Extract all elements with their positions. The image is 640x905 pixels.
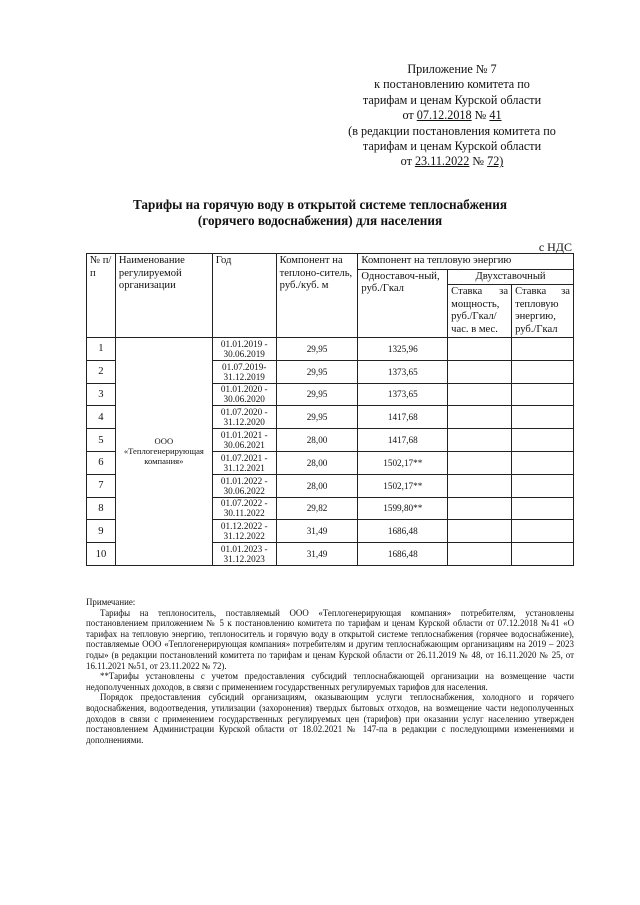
col-header-organization: Наименование регулируемой организации [115,254,212,338]
row-number: 6 [87,451,116,474]
period-start: 01.01.2021 - [220,430,268,441]
row-number: 1 [87,338,116,361]
notes-section [86,597,574,745]
header-line-3: тарифам и ценам Курской области [362,92,542,107]
period-cell [212,451,276,474]
single-rate-value: 1373,65 [358,360,448,383]
carrier-value: 28,00 [276,451,358,474]
single-rate-value: 1686,48 [358,543,448,566]
single-rate-value: 1417,68 [358,406,448,429]
carrier-value: 29,95 [276,338,358,361]
energy-rate-value [512,543,574,566]
energy-rate-value [512,451,574,474]
period-end: 30.06.2019 [223,348,265,359]
period-start: 01.07.2020 - [220,407,268,418]
header-line-5: (в редакции постановления комитета по [348,123,556,138]
power-rate-value [448,520,512,543]
carrier-value: 29,95 [276,383,358,406]
power-rate-value [448,383,512,406]
single-rate-value: 1373,65 [358,383,448,406]
header-line-4: от 07.12.2018 № 41 [402,108,502,123]
document-title: Тарифы на горячую воду в открытой системе теплоснабжения (горячего водоснабжения) для населения [132,197,508,228]
row-number: 8 [87,497,116,520]
period-cell [212,543,276,566]
carrier-value: 29,82 [276,497,358,520]
note-paragraph-2: **Тарифы установлены с учетом предоставления субсидий теплоснабжающей организации на возмещение части недополученных доходов, в связи с применением государственных регулируемых тарифов для населения. [86,671,574,692]
energy-rate-value [512,338,574,361]
amendment-number: 72) [487,154,504,169]
single-rate-value: 1686,48 [358,520,448,543]
energy-rate-value [512,520,574,543]
period-cell [212,497,276,520]
period-cell [212,338,276,361]
note-paragraph-3: Порядок предоставления субсидий организациям, оказывающим услуги теплоснабжения, холодного и горячего водоснабжения, водоотведения, утилизации (захоронения) твердых бытовых отходов, на возмещение части недополученных доходов в связи с применением государственных регулируемых цен (тарифов) при оказании услуг населению утвержден постановлением Администрации Курской области от 18.02.2021 № 147-па в редакции с последующими изменениями и дополнениями. [86,692,574,745]
col-header-energy-rate: Ставка за тепловую энергию, руб./Гкал [512,285,574,338]
period-cell [212,360,276,383]
period-end: 30.06.2021 [223,440,265,451]
organization-name: ООО «Теплогенерирующая компания» [115,338,212,566]
period-end: 31.12.2020 [223,417,265,428]
table-row [87,338,574,361]
energy-rate-value [512,383,574,406]
carrier-value: 28,00 [276,429,358,452]
period-cell [212,520,276,543]
period-end: 30.11.2022 [223,508,265,519]
appendix-number: Приложение № 7 [407,62,497,76]
power-rate-value [448,406,512,429]
period-start: 01.01.2022 - [220,475,268,486]
energy-rate-value [512,360,574,383]
header-line-6: тарифам и ценам Курской области [362,139,542,154]
col-header-carrier: Компонент на теплоно-ситель, руб./куб. м [276,254,358,338]
period-end: 31.12.2021 [223,462,265,473]
header-line-2: к постановлению комитета по [374,77,530,92]
row-number: 3 [87,383,116,406]
power-rate-value [448,360,512,383]
period-start: 01.12.2022 - [220,521,268,532]
row-number: 10 [87,543,116,566]
period-start: 01.07.2021 - [220,452,268,463]
tariff-table [86,253,574,566]
col-header-year: Год [212,254,276,338]
decree-number: 41 [489,108,502,123]
single-rate-value: 1502,17** [358,474,448,497]
notes-label: Примечание: [86,597,136,607]
single-rate-value: 1325,96 [358,338,448,361]
single-rate-value: 1417,68 [358,429,448,452]
period-start: 01.01.2023 - [220,544,268,555]
decree-date: 07.12.2018 [416,108,472,123]
period-cell [212,429,276,452]
col-header-power-rate: Ставка за мощность, руб./Гкал/час. в мес. [448,285,512,338]
period-start: 01.01.2020 - [220,384,268,395]
document-header [322,62,582,170]
period-end: 31.12.2023 [223,554,265,565]
carrier-value: 31,49 [276,520,358,543]
row-number: 9 [87,520,116,543]
col-header-double-rate: Двухставочный [448,269,574,285]
col-header-thermal: Компонент на тепловую энергию [358,254,574,270]
energy-rate-value [512,497,574,520]
energy-rate-value [512,429,574,452]
carrier-value: 28,00 [276,474,358,497]
single-rate-value: 1599,80** [358,497,448,520]
period-start: 01.07.2019- [222,361,267,372]
carrier-value: 29,95 [276,406,358,429]
amendment-date: 23.11.2022 [414,154,470,169]
power-rate-value [448,543,512,566]
row-number: 2 [87,360,116,383]
power-rate-value [448,338,512,361]
period-start: 01.01.2019 - [220,338,268,349]
single-rate-value: 1502,17** [358,451,448,474]
period-cell [212,474,276,497]
energy-rate-value [512,406,574,429]
period-start: 01.07.2022 - [220,498,268,509]
period-cell [212,406,276,429]
row-number: 5 [87,429,116,452]
power-rate-value [448,429,512,452]
power-rate-value [448,451,512,474]
power-rate-value [448,474,512,497]
period-end: 31.12.2022 [223,531,265,542]
energy-rate-value [512,474,574,497]
period-end: 31.12.2019 [223,371,265,382]
row-number: 7 [87,474,116,497]
vat-note: с НДС [538,240,572,254]
period-cell [212,383,276,406]
header-line-7: от 23.11.2022 № 72) [400,154,504,169]
carrier-value: 29,95 [276,360,358,383]
col-header-number: № п/п [87,254,116,338]
carrier-value: 31,49 [276,543,358,566]
col-header-single-rate: Одноставоч-ный, руб./Гкал [358,269,448,338]
power-rate-value [448,497,512,520]
period-end: 30.06.2020 [223,394,265,405]
period-end: 30.06.2022 [223,485,265,496]
row-number: 4 [87,406,116,429]
note-paragraph-1: Тарифы на теплоноситель, поставляемый ООО «Теплогенерирующая компания» потребителям, установлены постановлением приложением № 5 к постановлению комитета по тарифам и ценам Курской области от 07.12.2018 №41 «О тарифах на тепловую энергию, теплоноситель и горячую воду в открытой системе теплоснабжения (горячее водоснабжение), поставляемые ООО «Теплогенерирующая компания» потребителям и другим теплоснабжающим организациям на 2019 – 2023 годы» (в редакции постановлений комитета по тарифам и ценам Курской области от 26.11.2019 № 48, от 16.11.2020 № 25, от 16.11.2021 №51, от 23.11.2022 № 72). [86,607,574,671]
